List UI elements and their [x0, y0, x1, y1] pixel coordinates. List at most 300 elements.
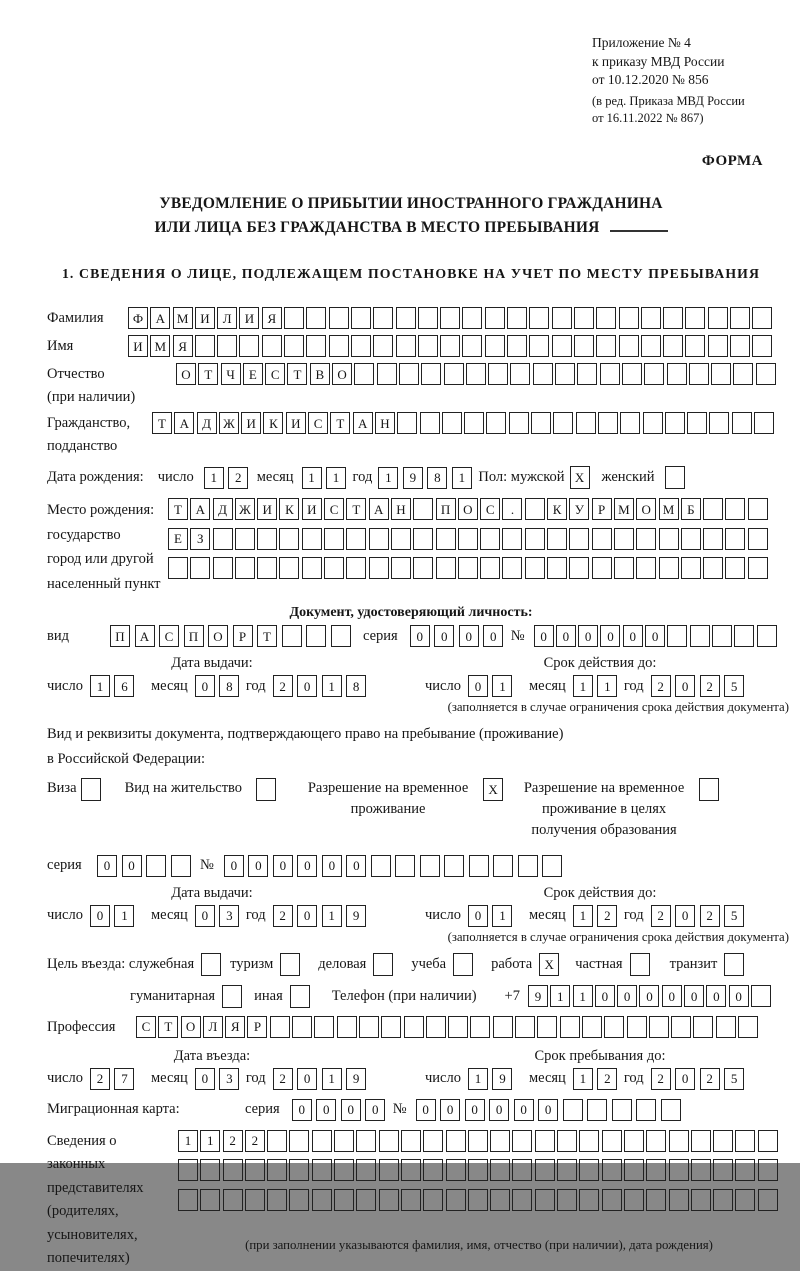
form-cell [373, 953, 393, 976]
form-cell: О [181, 1016, 201, 1038]
form-cell [552, 307, 572, 329]
form-cell [354, 363, 374, 385]
form-cell [738, 1016, 758, 1038]
form-cell [529, 335, 549, 357]
form-cell [413, 528, 433, 550]
form-cell [624, 1130, 644, 1152]
doc-series-cells [410, 625, 508, 647]
form-cell [377, 363, 397, 385]
title-line1: УВЕДОМЛЕНИЕ О ПРИБЫТИИ ИНОСТРАННОГО ГРАЖДАНИНА [159, 194, 663, 212]
form-cell [636, 528, 656, 550]
purpose-humanitarian-label: гуманитарная [130, 987, 216, 1004]
form-cell: С [308, 412, 328, 434]
form-cell [730, 335, 750, 357]
form-cell [284, 307, 304, 329]
purpose-other-checkbox [290, 985, 310, 1008]
form-cell [547, 557, 567, 579]
form-cell: 2 [597, 1068, 617, 1090]
form-cell [331, 625, 351, 647]
option-label: Разрешение на временное проживание в целях получения образования [523, 779, 685, 838]
form-cell [735, 1189, 755, 1211]
form-cell [302, 557, 322, 579]
form-cell [758, 1130, 778, 1152]
form-cell [371, 855, 391, 877]
series-label: серия [47, 857, 82, 874]
form-cell [284, 335, 304, 357]
form-cell [356, 1189, 376, 1211]
form-cell [553, 412, 573, 434]
purpose-humanitarian-checkbox [222, 985, 242, 1008]
form-cell [346, 557, 366, 579]
form-cell [418, 307, 438, 329]
form-cell [444, 855, 464, 877]
month-word: месяц [150, 677, 188, 694]
form-cell [190, 557, 210, 579]
form-cell: 0 [489, 1099, 509, 1121]
form-cell: 1 [492, 675, 512, 697]
day-word: число [425, 1070, 461, 1087]
form-cell: 0 [195, 1068, 215, 1090]
form-cell [563, 1099, 583, 1121]
form-cell: 0 [316, 1099, 336, 1121]
form-cell: Т [158, 1016, 178, 1038]
form-cell [379, 1130, 399, 1152]
form-cell: М [150, 335, 170, 357]
form-cell [598, 412, 618, 434]
form-cell [267, 1189, 287, 1211]
identity-doc-heading: Документ, удостоверяющий личность: [289, 605, 533, 621]
representatives-cells-1 [178, 1130, 780, 1152]
form-cell: 0 [292, 1099, 312, 1121]
form-cell [557, 1159, 577, 1181]
form-cell: Я [173, 335, 193, 357]
form-cell [560, 1016, 580, 1038]
form-cell [453, 953, 473, 976]
form-cell [525, 528, 545, 550]
form-cell [681, 528, 701, 550]
form-cell [713, 1130, 733, 1152]
form-cell [602, 1159, 622, 1181]
form-cell [289, 1159, 309, 1181]
form-cell [418, 335, 438, 357]
day-word: число [47, 677, 83, 694]
form-cell: 9 [528, 985, 548, 1007]
form-cell: О [176, 363, 196, 385]
year-word: год [623, 677, 644, 694]
form-cell [512, 1189, 532, 1211]
form-cell [480, 557, 500, 579]
residence-issue-year-cells [273, 905, 371, 927]
form-cell [592, 557, 612, 579]
form-cell [587, 1099, 607, 1121]
form-cell: 0 [410, 625, 430, 647]
entry-date-heading: Дата въезда: [173, 1047, 251, 1064]
form-cell [421, 363, 441, 385]
form-cell [708, 335, 728, 357]
form-cell: 0 [729, 985, 749, 1007]
form-cell [213, 557, 233, 579]
form-cell [391, 528, 411, 550]
form-cell: П [110, 625, 130, 647]
form-cell: 0 [578, 625, 598, 647]
form-cell [312, 1189, 332, 1211]
form-cell: Т [346, 498, 366, 520]
form-cell [555, 363, 575, 385]
form-cell [646, 1130, 666, 1152]
day-word: число [425, 907, 461, 924]
form-cell [391, 557, 411, 579]
form-cell [725, 528, 745, 550]
form-cell: Т [152, 412, 172, 434]
form-cell [468, 1189, 488, 1211]
form-cell: Ч [221, 363, 241, 385]
form-cell: О [332, 363, 352, 385]
form-cell: 2 [700, 1068, 720, 1090]
form-cell [612, 1099, 632, 1121]
form-cell [576, 412, 596, 434]
form-cell: 2 [228, 467, 248, 489]
form-cell [579, 1130, 599, 1152]
residence-valid-month-cells [573, 905, 622, 927]
form-cell: П [184, 625, 204, 647]
form-cell [619, 335, 639, 357]
form-cell [446, 1189, 466, 1211]
form-cell: Я [262, 307, 282, 329]
valid-until-heading: Срок действия до: [543, 884, 657, 901]
form-cell [667, 625, 687, 647]
form-cell [324, 528, 344, 550]
residence-doc-intro: Вид и реквизиты документа, подтверждающего право на пребывание (проживание) в Российской Федерации: [47, 726, 564, 767]
form-cell [423, 1130, 443, 1152]
form-cell [754, 412, 774, 434]
form-cell: 1 [550, 985, 570, 1007]
option-label: Вид на жительство [124, 779, 243, 796]
form-cell: 3 [219, 905, 239, 927]
form-cell [413, 498, 433, 520]
form-cell: 0 [595, 985, 615, 1007]
form-cell [713, 1159, 733, 1181]
form-cell [691, 1189, 711, 1211]
form-cell: А [135, 625, 155, 647]
form-cell: 0 [662, 985, 682, 1007]
representatives-row [47, 1130, 775, 1271]
form-cell: 0 [483, 625, 503, 647]
form-cell [758, 1159, 778, 1181]
form-cell: 2 [651, 675, 671, 697]
residence-doc-options [47, 778, 775, 841]
form-cell [661, 1099, 681, 1121]
form-cell [725, 557, 745, 579]
form-cell [646, 1159, 666, 1181]
form-cell [693, 1016, 713, 1038]
identity-doc-dates [47, 655, 789, 715]
form-cell [535, 1130, 555, 1152]
form-cell: 2 [223, 1130, 243, 1152]
form-cell: С [136, 1016, 156, 1038]
patronymic-cells [176, 363, 778, 385]
form-cell [569, 528, 589, 550]
form-cell [665, 466, 685, 489]
form-cell [624, 1159, 644, 1181]
form-cell [579, 1159, 599, 1181]
profession-label: Профессия [47, 1018, 116, 1035]
form-cell [369, 528, 389, 550]
form-cell: 2 [597, 905, 617, 927]
form-cell [200, 1189, 220, 1211]
month-word: месяц [528, 1070, 566, 1087]
form-cell [444, 363, 464, 385]
form-cell [709, 412, 729, 434]
form-cell: 0 [639, 985, 659, 1007]
form-cell: 2 [273, 1068, 293, 1090]
form-cell [314, 1016, 334, 1038]
day-word: число [425, 677, 461, 694]
form-cell [486, 412, 506, 434]
form-cell [235, 528, 255, 550]
form-cell [733, 363, 753, 385]
form-cell [547, 528, 567, 550]
form-cell [306, 307, 326, 329]
form-cell: 0 [365, 1099, 385, 1121]
form-cell: Е [168, 528, 188, 550]
form-cell [748, 498, 768, 520]
form-cell [699, 778, 719, 801]
form-cell [262, 335, 282, 357]
form-cell [502, 528, 522, 550]
residence-valid-year-cells [651, 905, 749, 927]
form-cell [649, 1016, 669, 1038]
entry-day-cells [90, 1068, 139, 1090]
form-cell [669, 1189, 689, 1211]
purpose-label: Цель въезда: служебная [47, 955, 195, 972]
form-cell: 0 [297, 675, 317, 697]
year-word: год [623, 907, 644, 924]
month-word: месяц [150, 907, 188, 924]
form-cell: И [286, 412, 306, 434]
form-cell [466, 363, 486, 385]
form-cell [525, 557, 545, 579]
form-cell: С [159, 625, 179, 647]
form-cell [346, 528, 366, 550]
form-cell [708, 307, 728, 329]
residence-series-cells [97, 855, 195, 877]
form-cell [469, 855, 489, 877]
issue-date-heading: Дата выдачи: [171, 884, 253, 901]
appendix-line: к приказу МВД России [592, 53, 725, 69]
form-cell [535, 1189, 555, 1211]
sex-male-checkbox [570, 466, 590, 489]
form-cell: 2 [651, 905, 671, 927]
form-cell [689, 363, 709, 385]
birth-day-cells [204, 467, 253, 489]
form-cell [334, 1130, 354, 1152]
form-cell [734, 625, 754, 647]
birth-year-cells [378, 467, 476, 489]
option-label: Разрешение на временное проживание [307, 779, 469, 817]
revision-line: (в ред. Приказа МВД России [592, 93, 745, 108]
form-cell [690, 625, 710, 647]
form-cell [267, 1159, 287, 1181]
form-cell: 0 [459, 625, 479, 647]
form-cell [512, 1130, 532, 1152]
patronymic-label: Отчество (при наличии) [47, 366, 136, 406]
form-cell [624, 1189, 644, 1211]
form-cell: 1 [573, 905, 593, 927]
form-cell: . [502, 498, 522, 520]
form-cell [713, 1189, 733, 1211]
form-cell [669, 1159, 689, 1181]
form-cell: О [208, 625, 228, 647]
birth-place-label: Место рождения: государство город или другой населенный пункт [47, 502, 161, 592]
day-word: число [157, 469, 194, 486]
form-cell [574, 335, 594, 357]
residence-valid-day-cells [468, 905, 517, 927]
title-underline [610, 218, 668, 232]
form-cell [337, 1016, 357, 1038]
patronymic-row [47, 363, 775, 409]
given-name-label: Имя [47, 338, 74, 355]
form-cell: 0 [248, 855, 268, 877]
representatives-grid [178, 1130, 780, 1254]
form-cell [396, 307, 416, 329]
form-cell: Л [203, 1016, 223, 1038]
form-cell: Р [592, 498, 612, 520]
form-cell: 0 [416, 1099, 436, 1121]
form-cell [685, 307, 705, 329]
form-cell: Д [197, 412, 217, 434]
form-cell [663, 335, 683, 357]
form-cell [245, 1189, 265, 1211]
form-cell [756, 363, 776, 385]
form-cell: 0 [341, 1099, 361, 1121]
profession-row [47, 1016, 775, 1038]
form-cell [596, 307, 616, 329]
valid-day-cells [468, 675, 517, 697]
form-cell: И [128, 335, 148, 357]
purpose-option-label: деловая [318, 955, 367, 972]
form-cell [324, 557, 344, 579]
form-cell [681, 557, 701, 579]
form-cell [531, 412, 551, 434]
form-cell [592, 528, 612, 550]
form-cell [373, 335, 393, 357]
form-cell: 0 [122, 855, 142, 877]
month-word: месяц [528, 677, 566, 694]
form-cell [515, 1016, 535, 1038]
option-temp-residence-education [518, 778, 719, 841]
phone-cells [528, 985, 773, 1007]
form-cell [292, 1016, 312, 1038]
form-cell: А [174, 412, 194, 434]
form-cell: 0 [675, 905, 695, 927]
form-cell [381, 1016, 401, 1038]
form-cell [446, 1159, 466, 1181]
form-cell: 6 [114, 675, 134, 697]
form-cell [659, 557, 679, 579]
purpose-option-label: учеба [411, 955, 447, 972]
form-cell [396, 335, 416, 357]
form-cell [312, 1159, 332, 1181]
form-cell [735, 1159, 755, 1181]
form-cell [691, 1159, 711, 1181]
form-cell: 5 [724, 675, 744, 697]
form-cell [446, 1130, 466, 1152]
identity-doc-row [47, 625, 775, 647]
form-cell [201, 953, 221, 976]
form-cell [703, 557, 723, 579]
form-cell [711, 363, 731, 385]
form-cell [178, 1189, 198, 1211]
form-cell: 0 [645, 625, 665, 647]
phone-prefix: +7 [504, 987, 520, 1004]
form-cell [379, 1189, 399, 1211]
form-cell [359, 1016, 379, 1038]
form-cell [490, 1159, 510, 1181]
year-word: год [245, 677, 266, 694]
form-cell: 9 [346, 905, 366, 927]
form-cell: Ф [128, 307, 148, 329]
form-cell: 1 [378, 467, 398, 489]
migration-series-cells [292, 1099, 390, 1121]
form-cell [289, 1130, 309, 1152]
form-cell [426, 1016, 446, 1038]
birth-month-cells [302, 467, 351, 489]
form-cell [488, 363, 508, 385]
form-cell [267, 1130, 287, 1152]
form-cell: 1 [204, 467, 224, 489]
form-label: ФОРМА [701, 152, 763, 169]
form-cell [213, 528, 233, 550]
form-cell [552, 335, 572, 357]
form-cell [485, 335, 505, 357]
appendix-line: от 10.12.2020 № 856 [592, 72, 709, 88]
form-cell [582, 1016, 602, 1038]
birth-place-cells-3 [168, 557, 770, 579]
form-cell [256, 778, 276, 801]
year-word: год [352, 469, 373, 486]
purpose-work-checkbox [539, 953, 559, 976]
form-cell: 2 [273, 675, 293, 697]
option-visa [47, 778, 101, 801]
form-cell: О [636, 498, 656, 520]
form-cell: 0 [297, 905, 317, 927]
form-cell: 1 [302, 467, 322, 489]
form-cell [569, 557, 589, 579]
form-cell: 0 [623, 625, 643, 647]
phone-label: Телефон (при наличии) [331, 987, 477, 1004]
form-cell [557, 1189, 577, 1211]
number-label: № [392, 1101, 407, 1118]
form-cell [724, 953, 744, 976]
form-cell [282, 625, 302, 647]
year-word: год [245, 907, 266, 924]
form-cell [334, 1189, 354, 1211]
form-cell [458, 528, 478, 550]
form-cell: И [239, 307, 259, 329]
residence-doc-dates [47, 884, 789, 945]
representatives-cells-3 [178, 1189, 780, 1211]
form-cell: 2 [90, 1068, 110, 1090]
form-cell: М [173, 307, 193, 329]
form-cell [644, 363, 664, 385]
form-cell: 0 [224, 855, 244, 877]
residence-issue-month-cells [195, 905, 244, 927]
form-cell [751, 985, 771, 1007]
form-cell [748, 557, 768, 579]
form-cell [334, 1159, 354, 1181]
form-cell: 0 [297, 855, 317, 877]
form-cell [379, 1159, 399, 1181]
